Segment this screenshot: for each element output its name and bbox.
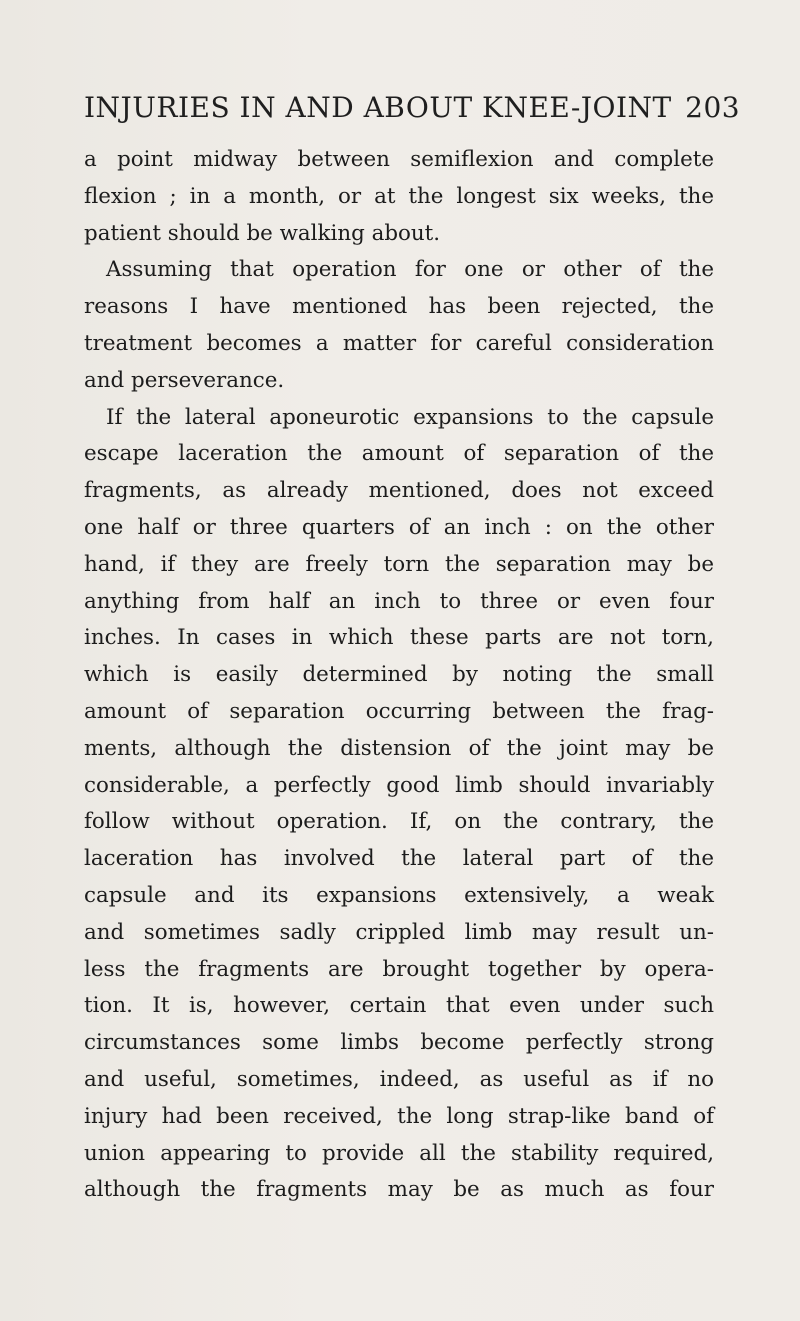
running-title: INJURIES IN AND ABOUT KNEE-JOINT	[84, 91, 672, 124]
text-line: reasons I have mentioned has been rejected, the	[84, 294, 714, 320]
text-line: escape laceration the amount of separation of the	[84, 441, 714, 467]
page-number: 203	[685, 91, 741, 124]
text-line: hand, if they are freely torn the separation may be	[84, 551, 714, 577]
text-line: If the lateral aponeurotic expansions to the capsule	[106, 404, 714, 430]
text-line: which is easily determined by noting the small	[84, 662, 714, 688]
text-line: although the fragments may be as much as four	[84, 1177, 714, 1203]
text-line: injury had been received, the long strap-like band of	[84, 1103, 714, 1129]
text-line: laceration has involved the lateral part of the	[84, 846, 714, 872]
text-line: one half or three quarters of an inch : on the other	[84, 514, 714, 540]
text-line: considerable, a perfectly good limb should invariably	[84, 772, 714, 798]
body-text	[84, 142, 714, 1209]
text-line: amount of separation occurring between the frag-	[84, 698, 714, 724]
running-header	[84, 91, 741, 124]
text-line: and perseverance.	[84, 367, 285, 393]
text-line: and sometimes sadly crippled limb may result un-	[84, 919, 714, 945]
text-line: less the fragments are brought together by opera-	[84, 956, 714, 982]
text-line: patient should be walking about.	[84, 220, 441, 246]
text-line: ments, although the distension of the joint may be	[84, 735, 714, 761]
text-line: tion. It is, however, certain that even under such	[84, 993, 714, 1019]
text-line: treatment becomes a matter for careful consideration	[84, 330, 714, 356]
text-line: Assuming that operation for one or other of the	[106, 257, 714, 283]
text-line: and useful, sometimes, indeed, as useful as if no	[84, 1066, 714, 1092]
text-line: inches. In cases in which these parts are not torn,	[84, 625, 714, 651]
text-line: anything from half an inch to three or even four	[84, 588, 714, 614]
text-line: follow without operation. If, on the contrary, the	[84, 809, 714, 835]
text-line: union appearing to provide all the stability required,	[84, 1140, 714, 1166]
text-line: fragments, as already mentioned, does not exceed	[84, 478, 714, 504]
text-line: flexion ; in a month, or at the longest six weeks, the	[84, 183, 714, 209]
text-line: a point midway between semiflexion and complete	[84, 147, 714, 172]
text-line: capsule and its expansions extensively, a weak	[84, 882, 714, 908]
text-line: circumstances some limbs become perfectly strong	[84, 1030, 714, 1056]
